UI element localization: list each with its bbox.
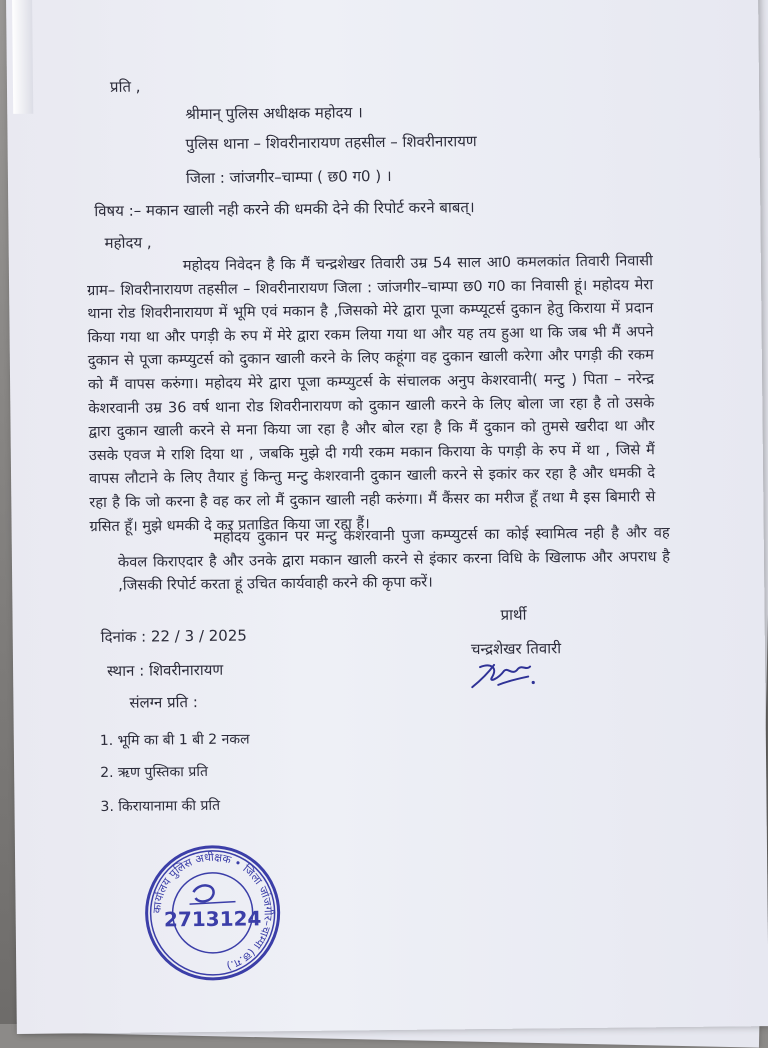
body-paragraph-1: महोदय निवेदन है कि मैं चन्द्रशेखर तिवारी उम्र 54 साल आ0 कमलकांत तिवारी निवासी ग्राम– शिवरीनारायण तहसील – शिवरीनारायण जिला : जांजगीर–चाम्पा छ0 ग0 का निवासी हूं। महोदय मेरा थाना रोड शिवरीनारायण में भूमि एवं मकान है ,जिसको मेरे द्वारा पूजा कम्प्यूटर्स दुकान हेतु किराया में प्रदान किया गया था और पगड़ी के रुप में मेरे द्वारा रकम लिया गया था और यह तय हुआ था कि जब भी मैं अपने दुकान से पूजा कम्प्युटर्स को दुकान खाली करने के लिए कहूंगा वह दुकान खाली करेगा और पगड़ी की रकम को मैं वापस करुंगा। महोदय मेरे द्वारा पूजा कम्प्युटर्स के संचालक अनुप केशरवानी( मन्टु ) पिता – नरेन्द्र केशरवानी उम्र 36 वर्ष थाना रोड शिवरीनारायण को दुकान खाली करने के लिए बोला जा रहा है तो उसके द्वारा दुकान खाली करने से मना किया जा रहा है और बोल रहा है कि मैं दुकान को तुमसे खरीदा था और उसके एवज मे राशि दिया था , जबकि मुझे दी गयी रकम मकान किराया के पगड़ी के रुप में था , जिसे मैं वापस लौटाने के लिए तैयार हुं किन्तु मन्टु केशरवानी दुकान खाली करने से इकांर कर रहा है और धमकी दे रहा है कि जो करना है वह कर लो मैं दुकान खाली नही करुंगा। मैं कैंसर का मरीज हूँ तथा मै इस बिमारी से ग्रसित हूँ। मुझे धमकी दे कर प्रताडित किया जा रहा हैं। — [87, 252, 656, 535]
date-line: दिनांक : 22 / 3 / 2025 — [100, 626, 247, 647]
subject-line: विषय :– मकान खाली नही करने की धमकी देने की रिपोर्ट करने बाबत्। — [94, 198, 475, 221]
addressee-line-3: जिला : जांजगीर–चाम्पा ( छ0 ग0 ) । — [185, 166, 392, 188]
letter-page — [6, 0, 768, 1034]
stamp-ring-text: कार्यालय पुलिस अधीक्षक • जिला जांजगीर–चाम्पा (छ.ग.) — [150, 850, 275, 973]
place-line: स्थान : शिवरीनारायण — [107, 660, 224, 680]
addressee-line-2: पुलिस थाना – शिवरीनारायण तहसील – शिवरीनारायण — [185, 132, 477, 154]
applicant-label: प्रार्थी — [500, 605, 527, 624]
prati-label: प्रति , — [109, 77, 141, 96]
enclosures-label: संलग्न प्रति : — [129, 693, 198, 712]
addressee-line-1: श्रीमान् पुलिस अधीक्षक महोदय । — [185, 103, 363, 124]
enclosure-item: 3. किरायानामा की प्रति — [100, 797, 221, 816]
page-fold — [12, 0, 33, 114]
enclosure-item: 1. भूमि का बी 1 बी 2 नकल — [99, 731, 250, 750]
stamp-number: 2713124 — [163, 906, 262, 932]
signature — [468, 654, 538, 695]
official-stamp — [143, 843, 282, 982]
body-paragraph-2: महोदय दुकान पर मन्टु केशरवानी पुजा कम्प्युटर्स का कोई स्वामित्व नही है और वह केवल किराएदार है और उनके द्वारा मकान खाली करने से इंकार करना विधि के खिलाफ और अपराध है ,जिसकी रिपोर्ट करता हूं उचित कार्यवाही करने की कृपा करें। — [117, 524, 671, 595]
enclosure-item: 2. ऋण पुस्तिका प्रति — [100, 763, 208, 782]
salutation: महोदय , — [104, 233, 152, 252]
applicant-name: चन्द्रशेखर तिवारी — [470, 639, 562, 659]
